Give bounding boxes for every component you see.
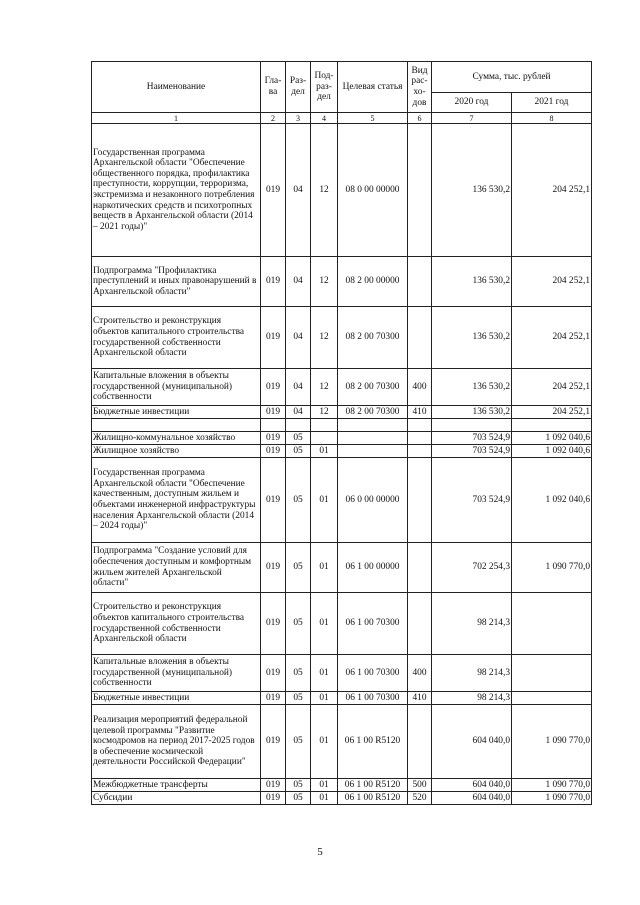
row-chapter: 019: [261, 124, 286, 257]
row-subsection: 12: [311, 257, 338, 307]
row-value-2021: 204 252,1: [512, 257, 592, 307]
row-target: 08 0 00 00000: [338, 124, 408, 257]
row-value-2021: 1 090 770,0: [512, 779, 592, 792]
row-subsection: 12: [311, 307, 338, 369]
row-subsection: 01: [311, 458, 338, 543]
row-name: Строительство и реконструкция объектов капитального строительства государственной собственности Архангельской области: [92, 593, 261, 655]
row-section: 04: [286, 124, 311, 257]
row-section: 04: [286, 369, 311, 406]
row-value-2020: 136 530,2: [432, 406, 512, 419]
row-value-2020: 98 214,3: [432, 655, 512, 692]
row-chapter: 019: [261, 406, 286, 419]
table-row: [92, 705, 592, 779]
row-name: Жилищное хозяйство: [92, 445, 261, 458]
column-number: 2: [261, 113, 286, 124]
row-target: [338, 419, 408, 432]
row-name: [92, 419, 261, 432]
row-value-2021: [512, 655, 592, 692]
row-value-2020: 703 524,9: [432, 432, 512, 445]
row-expense-type: [408, 458, 432, 543]
row-section: 05: [286, 432, 311, 445]
row-value-2020: 136 530,2: [432, 369, 512, 406]
budget-table: [91, 61, 592, 805]
row-value-2021: 1 090 770,0: [512, 543, 592, 593]
header-expense-type: Вид рас-хо-дов: [408, 62, 432, 113]
row-chapter: 019: [261, 307, 286, 369]
header-subsection: Под-раз-дел: [311, 62, 338, 113]
table-row: [92, 692, 592, 705]
table-row: [92, 432, 592, 445]
row-subsection: 01: [311, 792, 338, 805]
row-name: Подпрограмма "Профилактика преступлений и иных правонарушений в Архангельской области": [92, 257, 261, 307]
row-subsection: 01: [311, 705, 338, 779]
row-value-2020: 98 214,3: [432, 692, 512, 705]
header-year-2021: 2021 год: [512, 92, 592, 112]
column-number: 1: [92, 113, 261, 124]
row-section: 05: [286, 593, 311, 655]
row-subsection: 01: [311, 655, 338, 692]
row-value-2021: 1 092 040,6: [512, 432, 592, 445]
table-row: [92, 458, 592, 543]
row-value-2020: 604 040,0: [432, 705, 512, 779]
row-target: 08 2 00 70300: [338, 307, 408, 369]
row-section: 04: [286, 307, 311, 369]
row-section: [286, 419, 311, 432]
row-value-2021: 204 252,1: [512, 307, 592, 369]
row-value-2020: 604 040,0: [432, 779, 512, 792]
row-target: [338, 432, 408, 445]
row-value-2021: [512, 419, 592, 432]
row-chapter: 019: [261, 369, 286, 406]
row-subsection: 01: [311, 593, 338, 655]
row-target: 06 0 00 00000: [338, 458, 408, 543]
row-value-2021: 1 092 040,6: [512, 445, 592, 458]
table-row: [92, 593, 592, 655]
row-chapter: 019: [261, 705, 286, 779]
table-row: [92, 369, 592, 406]
row-name: Строительство и реконструкция объектов капитального строительства государственной собственности Архангельской области: [92, 307, 261, 369]
page-number: 5: [317, 846, 323, 858]
row-target: 08 2 00 70300: [338, 369, 408, 406]
row-expense-type: [408, 445, 432, 458]
row-name: Государственная программа Архангельской области "Обеспечение качественным, доступным жильем и объектами инженерной инфраструктуры населения Архангельской области (2014 – 2024 годы)": [92, 458, 261, 543]
row-chapter: 019: [261, 792, 286, 805]
row-target: 06 1 00 R5120: [338, 705, 408, 779]
row-expense-type: 500: [408, 779, 432, 792]
row-subsection: 12: [311, 406, 338, 419]
row-value-2020: 703 524,9: [432, 445, 512, 458]
column-number: 6: [408, 113, 432, 124]
table-row: [92, 445, 592, 458]
row-name: Подпрограмма "Создание условий для обеспечения доступным и комфортным жильем жителей Архангельской области": [92, 543, 261, 593]
column-number: 4: [311, 113, 338, 124]
row-name: Жилищно-коммунальное хозяйство: [92, 432, 261, 445]
row-name: Бюджетные инвестиции: [92, 692, 261, 705]
table-row: [92, 792, 592, 805]
table-row: [92, 406, 592, 419]
header-chapter: Гла-ва: [261, 62, 286, 113]
row-value-2021: 1 090 770,0: [512, 705, 592, 779]
row-value-2020: 136 530,2: [432, 124, 512, 257]
row-expense-type: [408, 307, 432, 369]
row-value-2021: 1 092 040,6: [512, 458, 592, 543]
column-number: 3: [286, 113, 311, 124]
row-target: 08 2 00 70300: [338, 406, 408, 419]
row-value-2020: [432, 419, 512, 432]
row-value-2020: 136 530,2: [432, 257, 512, 307]
row-expense-type: [408, 543, 432, 593]
row-chapter: 019: [261, 445, 286, 458]
row-target: [338, 445, 408, 458]
column-number: 8: [512, 113, 592, 124]
header-name: Наименование: [92, 62, 261, 113]
row-chapter: 019: [261, 257, 286, 307]
row-expense-type: 410: [408, 692, 432, 705]
row-section: 05: [286, 792, 311, 805]
row-chapter: 019: [261, 458, 286, 543]
row-subsection: 01: [311, 445, 338, 458]
row-value-2020: 136 530,2: [432, 307, 512, 369]
row-section: 05: [286, 543, 311, 593]
row-name: Капитальные вложения в объекты государственной (муниципальной) собственности: [92, 655, 261, 692]
row-name: Межбюджетные трансферты: [92, 779, 261, 792]
row-value-2020: 604 040,0: [432, 792, 512, 805]
row-expense-type: 520: [408, 792, 432, 805]
row-value-2021: [512, 692, 592, 705]
row-subsection: [311, 432, 338, 445]
row-section: 05: [286, 458, 311, 543]
row-chapter: 019: [261, 543, 286, 593]
row-name: Реализация мероприятий федеральной целевой программы "Развитие космодромов на период 2017-2025 годов в обеспечение космической деятельности Российской Федерации": [92, 705, 261, 779]
row-section: 05: [286, 779, 311, 792]
table-row: [92, 124, 592, 257]
row-target: 08 2 00 00000: [338, 257, 408, 307]
row-section: 04: [286, 257, 311, 307]
row-subsection: 01: [311, 543, 338, 593]
row-name: Бюджетные инвестиции: [92, 406, 261, 419]
row-subsection: 12: [311, 124, 338, 257]
row-section: 05: [286, 705, 311, 779]
column-number-row: [92, 113, 592, 124]
row-name: Государственная программа Архангельской области "Обеспечение общественного порядка, профилактика преступности, коррупции, терроризма, экстремизма и незаконного потребления наркотических средств и психотропных веществ в Архангельской области (2014 – 2021 годы)": [92, 124, 261, 257]
row-value-2021: 204 252,1: [512, 369, 592, 406]
row-chapter: 019: [261, 779, 286, 792]
row-chapter: 019: [261, 593, 286, 655]
row-expense-type: [408, 124, 432, 257]
row-section: 04: [286, 406, 311, 419]
row-subsection: [311, 419, 338, 432]
row-chapter: 019: [261, 655, 286, 692]
row-name: Субсидии: [92, 792, 261, 805]
header-target: Целевая статья: [338, 62, 408, 113]
row-expense-type: 400: [408, 655, 432, 692]
row-chapter: 019: [261, 692, 286, 705]
row-value-2020: 703 524,9: [432, 458, 512, 543]
row-subsection: 01: [311, 692, 338, 705]
row-value-2021: [512, 593, 592, 655]
row-name: Капитальные вложения в объекты государственной (муниципальной) собственности: [92, 369, 261, 406]
row-expense-type: [408, 419, 432, 432]
row-section: 05: [286, 655, 311, 692]
row-value-2021: 1 090 770,0: [512, 792, 592, 805]
table-row: [92, 307, 592, 369]
table-row: [92, 543, 592, 593]
row-subsection: 01: [311, 779, 338, 792]
row-subsection: 12: [311, 369, 338, 406]
table-row: [92, 257, 592, 307]
row-section: 05: [286, 445, 311, 458]
table-row: [92, 779, 592, 792]
header-sum-title: Сумма, тыс. рублей: [432, 62, 592, 93]
row-value-2020: 98 214,3: [432, 593, 512, 655]
header-section: Раз-дел: [286, 62, 311, 113]
row-value-2020: 702 254,3: [432, 543, 512, 593]
row-target: 06 1 00 70300: [338, 593, 408, 655]
table-row-empty: [92, 419, 592, 432]
row-expense-type: 410: [408, 406, 432, 419]
row-target: 06 1 00 R5120: [338, 792, 408, 805]
row-value-2021: 204 252,1: [512, 124, 592, 257]
row-expense-type: [408, 705, 432, 779]
row-value-2021: 204 252,1: [512, 406, 592, 419]
row-expense-type: 400: [408, 369, 432, 406]
row-target: 06 1 00 70300: [338, 655, 408, 692]
row-expense-type: [408, 257, 432, 307]
row-target: 06 1 00 70300: [338, 692, 408, 705]
table-row: [92, 655, 592, 692]
row-chapter: [261, 419, 286, 432]
header-row: [92, 62, 592, 93]
row-chapter: 019: [261, 432, 286, 445]
row-target: 06 1 00 R5120: [338, 779, 408, 792]
row-expense-type: [408, 593, 432, 655]
column-number: 5: [338, 113, 408, 124]
row-target: 06 1 00 00000: [338, 543, 408, 593]
row-section: 05: [286, 692, 311, 705]
column-number: 7: [432, 113, 512, 124]
row-expense-type: [408, 432, 432, 445]
header-year-2020: 2020 год: [432, 92, 512, 112]
